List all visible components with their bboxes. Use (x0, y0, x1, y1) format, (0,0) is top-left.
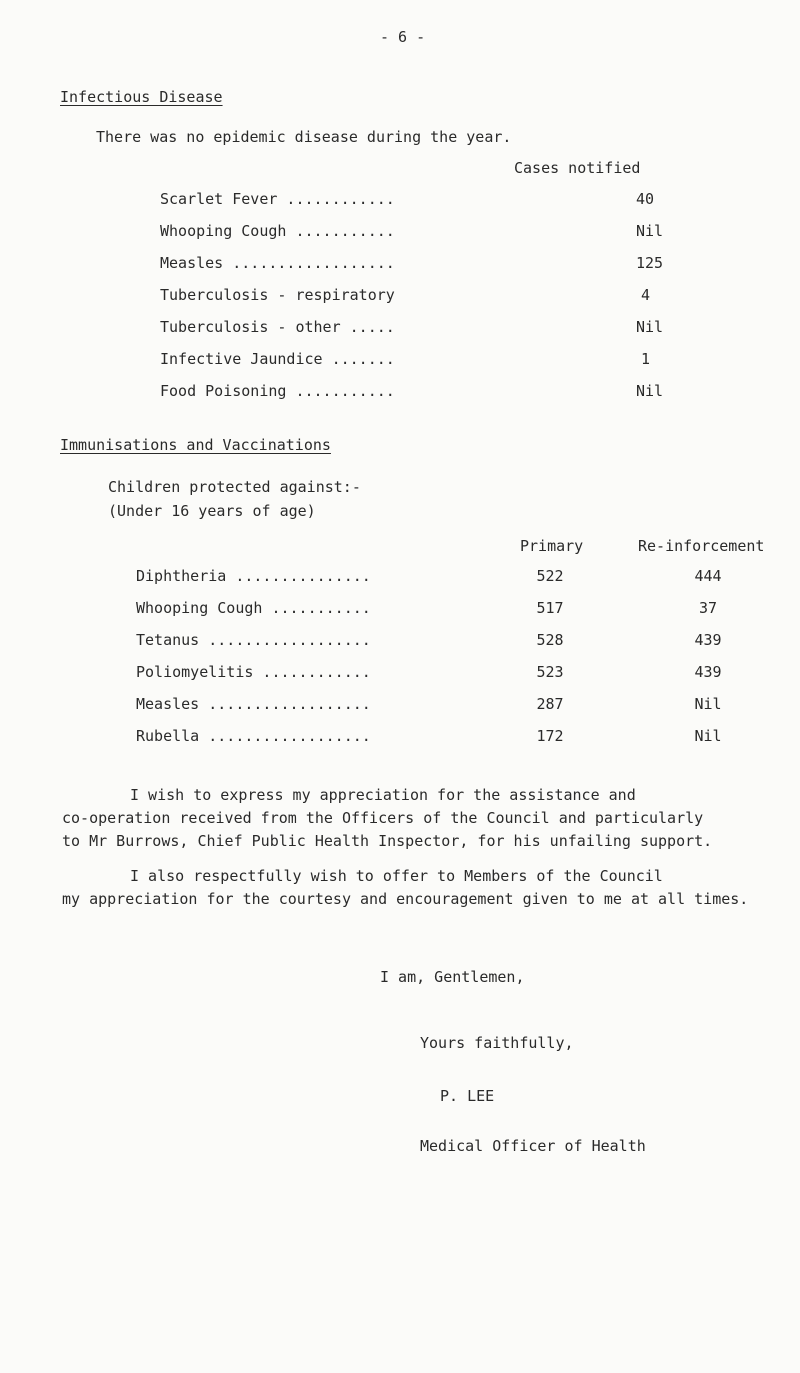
cases-value: Nil (636, 382, 664, 400)
vaccine-label: Whooping Cough ........... (136, 599, 371, 617)
table-row (0, 222, 800, 246)
disease-label: Tuberculosis - respiratory (160, 286, 395, 304)
vaccine-label: Rubella .................. (136, 727, 371, 745)
vaccine-label: Measles .................. (136, 695, 371, 713)
immunisations-heading: Immunisations and Vaccinations (60, 436, 331, 454)
signatory-title: Medical Officer of Health (420, 1137, 646, 1155)
primary-value: 287 (536, 695, 564, 713)
primary-value: 517 (536, 599, 564, 617)
primary-value: 522 (536, 567, 564, 585)
reinforcement-value: 444 (694, 567, 722, 585)
disease-label: Whooping Cough ........... (160, 222, 395, 240)
disease-label: Scarlet Fever ............ (160, 190, 395, 208)
primary-column-header: Primary (520, 537, 584, 555)
cases-value: 1 (641, 350, 651, 368)
cases-value: 40 (636, 190, 655, 208)
appreciation-para-line-2: co-operation received from the Officers of the Council and particularly (62, 809, 704, 827)
primary-value: 523 (536, 663, 564, 681)
appreciation-para-line-3: to Mr Burrows, Chief Public Health Inspector, for his unfailing support. (62, 832, 713, 850)
cases-value: 125 (636, 254, 664, 272)
table-row (0, 567, 800, 591)
table-row (0, 695, 800, 719)
reinforcement-column-header: Re-inforcement (638, 537, 765, 555)
infectious-intro: There was no epidemic disease during the year. (96, 128, 512, 146)
reinforcement-value: 439 (694, 631, 722, 649)
cases-value: Nil (636, 318, 664, 336)
vaccine-label: Diphtheria ............... (136, 567, 371, 585)
disease-label: Tuberculosis - other ..... (160, 318, 395, 336)
table-row (0, 382, 800, 406)
thanks-para-line-2: my appreciation for the courtesy and encouragement given to me at all times. (62, 890, 749, 908)
table-row (0, 599, 800, 623)
disease-label: Infective Jaundice ....... (160, 350, 395, 368)
table-row (0, 190, 800, 214)
reinforcement-value: Nil (694, 727, 722, 745)
age-note-line: (Under 16 years of age) (108, 502, 316, 520)
page-number: - 6 - (380, 28, 426, 46)
disease-label: Measles .................. (160, 254, 395, 272)
table-row (0, 286, 800, 310)
disease-label: Food Poisoning ........... (160, 382, 395, 400)
thanks-para-line-1: I also respectfully wish to offer to Members of the Council (130, 867, 663, 885)
cases-notified-header: Cases notified (514, 159, 641, 177)
vaccine-label: Poliomyelitis ............ (136, 663, 371, 681)
reinforcement-value: 439 (694, 663, 722, 681)
closing-salutation: I am, Gentlemen, (380, 968, 525, 986)
vaccine-label: Tetanus .................. (136, 631, 371, 649)
primary-value: 172 (536, 727, 564, 745)
table-row (0, 727, 800, 751)
table-row (0, 318, 800, 342)
reinforcement-value: Nil (694, 695, 722, 713)
cases-value: 4 (641, 286, 651, 304)
appreciation-para-line-1: I wish to express my appreciation for the assistance and (130, 786, 636, 804)
primary-value: 528 (536, 631, 564, 649)
table-row (0, 350, 800, 374)
infectious-disease-heading: Infectious Disease (60, 88, 223, 106)
protected-against-line: Children protected against:- (108, 478, 361, 496)
reinforcement-value: 37 (698, 599, 718, 617)
table-row (0, 631, 800, 655)
cases-value: Nil (636, 222, 664, 240)
signatory-name: P. LEE (440, 1087, 495, 1105)
table-row (0, 254, 800, 278)
sign-off: Yours faithfully, (420, 1034, 574, 1052)
table-row (0, 663, 800, 687)
